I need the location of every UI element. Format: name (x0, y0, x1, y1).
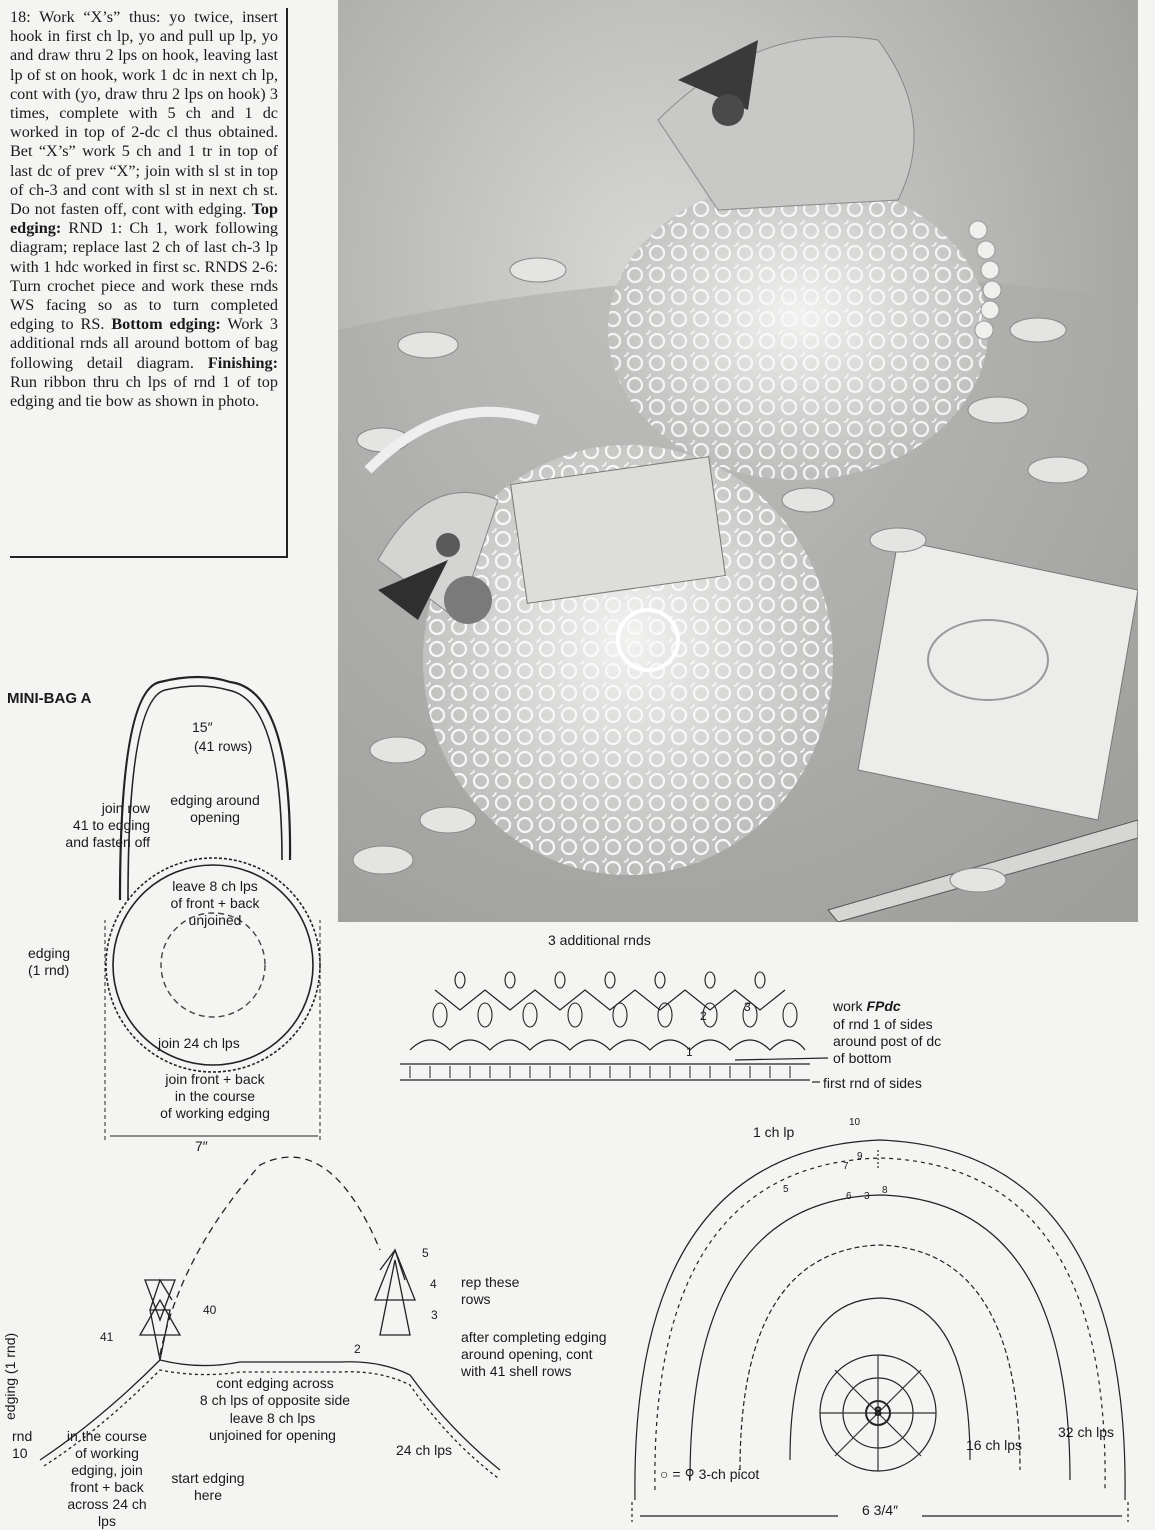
handle-rows: (41 rows) (194, 738, 253, 754)
ch24-label: 24 ch lps (396, 1442, 453, 1458)
circle-r6: 6 (846, 1191, 852, 1202)
edge-num-3: 3 (744, 1000, 751, 1014)
cont-across-label: cont edging across 8 ch lps of opposite side (199, 1375, 351, 1408)
join-front-back-label: join front + back in the course of working edging (160, 1071, 270, 1121)
fpdc-rest: of rnd 1 of sides around post of dc of bottom (833, 1016, 942, 1066)
circle-r10: 10 (849, 1117, 861, 1128)
join-row-label: join row 41 to edging and fasten off (65, 800, 150, 850)
additional-rnds-title: 3 additional rnds (548, 932, 651, 948)
row-2: 2 (354, 1342, 361, 1356)
ch1-label: 1 ch lp (753, 1124, 795, 1140)
picot-eq: = (672, 1466, 685, 1482)
edge-num-1: 1 (686, 1045, 693, 1059)
rep-rows-label: rep these rows (461, 1274, 520, 1307)
top-edging-label: Top edging: (10, 200, 278, 238)
ch32-label: 32 ch lps (1058, 1424, 1115, 1440)
strap-rnd10: rnd 10 (12, 1428, 33, 1461)
edging-rnd-label: edging (1 rnd) (28, 945, 71, 978)
leave-8-label: leave 8 ch lps of front + back unjoined (170, 878, 260, 928)
join-24-label: join 24 ch lps (158, 1035, 240, 1051)
row-41: 41 (100, 1330, 114, 1344)
minibag-width: 7″ (195, 1138, 208, 1154)
edging-opening-label: edging around opening (170, 792, 260, 825)
row-40: 40 (203, 1303, 217, 1317)
circle-r9: 9 (857, 1151, 863, 1162)
row-4: 4 (430, 1277, 437, 1291)
edge-detail-drawing (400, 972, 828, 1082)
in-course-label: in the course of working edging, join front + back across 24 ch lps (66, 1428, 148, 1529)
fpdc-line1 (833, 998, 901, 1015)
circle-width: 6 3/4″ (838, 1502, 922, 1519)
circle-center-num: 8 (874, 1403, 882, 1419)
first-rnd-label: first rnd of sides (823, 1075, 922, 1091)
circle-chart-drawing (632, 1140, 1128, 1522)
circle-r5: 5 (783, 1184, 789, 1195)
picot-desc: 3-ch picot (694, 1466, 760, 1482)
picot-legend: ○ = ⚲ 3-ch picot (660, 1466, 760, 1482)
edge-num-2: 2 (700, 1009, 707, 1023)
fpdc-prefix: work (833, 998, 867, 1014)
handle-length: 15″ (192, 719, 213, 735)
circle-r3: 3 (864, 1191, 870, 1202)
strap-edging-rnd: edging (1 rnd) (2, 1332, 18, 1420)
start-edging-label: start edging here (171, 1470, 245, 1503)
row-5: 5 (422, 1246, 429, 1260)
bottom-edging-label: Bottom edging: (111, 315, 221, 334)
instructions-para: 18: Work “X’s” thus: yo twice, insert hook in first ch lp, yo and pull up lp, yo and draw thru 2 lps on hook, leaving last lp of st on hook, work 1 dc in next ch lp, cont with (yo, draw thru 2 lps on hook) 3 times, complete with 5 ch and 1 dc worked in top of 2-dc cl thus obtained. Bet “X’s” work 5 ch and 1 tr in top of last dc of prev “X”; join with sl st in top of ch-3 and cont with sl st in next ch st. Do not fasten off, cont with edging. (10, 8, 278, 219)
top-edging-text: RND 1: Ch 1, work following diagram; replace last 2 ch of last ch-3 lp with 1 hdc worked in first sc. RNDS 2-6: Turn crochet piece and work these rnds WS facing so as to turn completed edging to RS. (10, 219, 279, 334)
minibag-title: MINI-BAG A (7, 690, 92, 707)
row-3: 3 (431, 1308, 438, 1322)
leave-8-strap-label: leave 8 ch lps unjoined for opening (209, 1410, 336, 1443)
fpdc-term: FPdc (866, 998, 901, 1014)
finishing-label: Finishing: (207, 353, 278, 372)
ch16-label: 16 ch lps (966, 1437, 1023, 1453)
after-completing-label: after completing edging around opening, cont with 41 shell rows (461, 1329, 607, 1379)
circle-r8: 8 (882, 1185, 888, 1196)
circle-r7: 7 (843, 1161, 849, 1172)
bottom-edging-text: Work 3 additional rnds all around bottom of bag following detail diagram. (10, 315, 279, 372)
finishing-text: Run ribbon thru ch lps of rnd 1 of top edging and tie bow as shown in photo. (10, 372, 278, 411)
